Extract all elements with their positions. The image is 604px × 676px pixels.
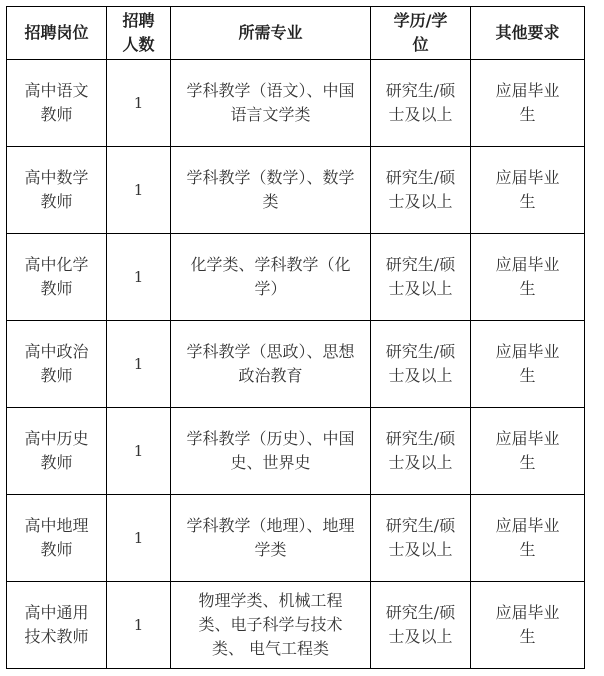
- position-cell: 高中数学教师: [7, 147, 107, 234]
- other-cell: 应届毕业生: [471, 321, 585, 408]
- table-row: [7, 582, 585, 669]
- count-cell: 1: [107, 495, 171, 582]
- position-cell: 高中政治教师: [7, 321, 107, 408]
- major-cell: 学科教学（地理）、地理学类: [171, 495, 371, 582]
- table-row: [7, 408, 585, 495]
- count-cell: 1: [107, 147, 171, 234]
- position-cell: 高中化学教师: [7, 234, 107, 321]
- count-cell: 1: [107, 321, 171, 408]
- position-cell: 高中历史教师: [7, 408, 107, 495]
- other-cell: 应届毕业生: [471, 582, 585, 669]
- position-cell: 高中通用技术教师: [7, 582, 107, 669]
- education-cell: 研究生/硕士及以上: [371, 582, 471, 669]
- education-cell: 研究生/硕士及以上: [371, 495, 471, 582]
- other-cell: 应届毕业生: [471, 147, 585, 234]
- education-cell: 研究生/硕士及以上: [371, 234, 471, 321]
- other-cell: 应届毕业生: [471, 60, 585, 147]
- other-cell: 应届毕业生: [471, 234, 585, 321]
- header-major: 所需专业: [171, 7, 371, 60]
- recruitment-table: [6, 6, 585, 669]
- other-cell: 应届毕业生: [471, 408, 585, 495]
- header-position: 招聘岗位: [7, 7, 107, 60]
- major-cell: 学科教学（语文）、中国语言文学类: [171, 60, 371, 147]
- major-cell: 学科教学（数学）、数学类: [171, 147, 371, 234]
- position-cell: 高中地理教师: [7, 495, 107, 582]
- header-other: 其他要求: [471, 7, 585, 60]
- major-cell: 物理学类、机械工程类、电子科学与技术类、 电气工程类: [171, 582, 371, 669]
- education-cell: 研究生/硕士及以上: [371, 321, 471, 408]
- major-cell: 化学类、学科教学（化学）: [171, 234, 371, 321]
- table-row: [7, 147, 585, 234]
- major-cell: 学科教学（历史）、中国史、世界史: [171, 408, 371, 495]
- table-row: [7, 234, 585, 321]
- education-cell: 研究生/硕士及以上: [371, 60, 471, 147]
- major-cell: 学科教学（思政）、思想政治教育: [171, 321, 371, 408]
- table-row: [7, 321, 585, 408]
- position-cell: 高中语文教师: [7, 60, 107, 147]
- table-row: [7, 60, 585, 147]
- other-cell: 应届毕业生: [471, 495, 585, 582]
- count-cell: 1: [107, 582, 171, 669]
- header-education: 学历/学位: [371, 7, 471, 60]
- count-cell: 1: [107, 408, 171, 495]
- count-cell: 1: [107, 60, 171, 147]
- education-cell: 研究生/硕士及以上: [371, 147, 471, 234]
- table-row: [7, 495, 585, 582]
- count-cell: 1: [107, 234, 171, 321]
- recruitment-table-wrapper: [6, 6, 585, 669]
- education-cell: 研究生/硕士及以上: [371, 408, 471, 495]
- header-row: [7, 7, 585, 60]
- header-count: 招聘人数: [107, 7, 171, 60]
